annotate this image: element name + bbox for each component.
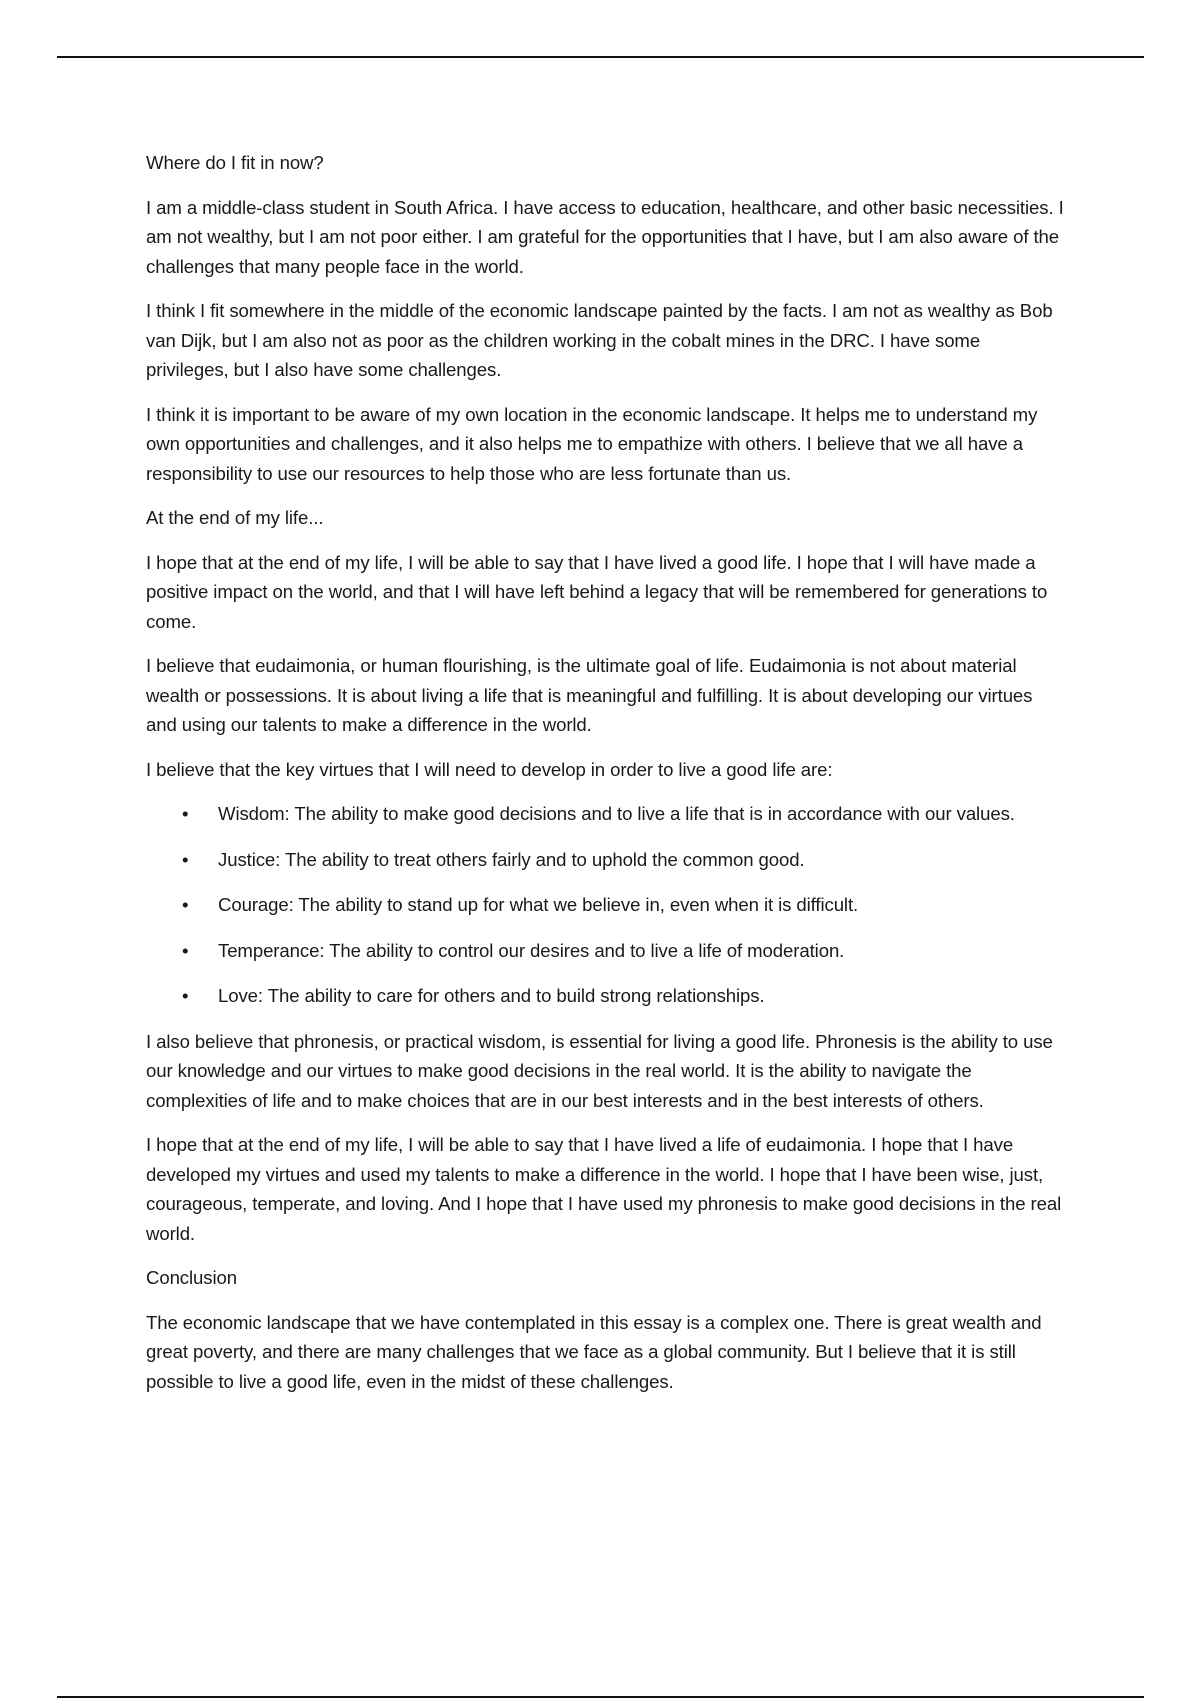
paragraph: I hope that at the end of my life, I will be able to say that I have lived a life of eudaimonia. I hope that I have developed my virtues and used my talents to make a difference in the world. I hope that I have been wise, just, courageous, temperate, and loving. And I hope that I have used my phronesis to make good decisions in the real world. <box>146 1134 1062 1244</box>
list-item <box>146 981 1066 1011</box>
bullet-icon: • <box>182 803 189 824</box>
virtues-list <box>146 799 1066 1011</box>
list-item <box>146 890 1066 920</box>
virtue-wisdom: Wisdom: The ability to make good decisions and to live a life that is in accordance with our values. <box>218 803 1015 824</box>
footer-rule <box>57 1696 1144 1698</box>
bullet-icon: • <box>182 894 189 915</box>
list-item <box>146 799 1066 829</box>
list-item <box>146 936 1066 966</box>
header-rule <box>57 56 1144 58</box>
paragraph: I believe that the key virtues that I will need to develop in order to live a good life are: <box>146 758 833 780</box>
section-heading-fit-in: Where do I fit in now? <box>146 152 324 173</box>
paragraph: I am a middle-class student in South Africa. I have access to education, healthcare, and other basic necessities. I am not wealthy, but I am not poor either. I am grateful for the opportunities that I have, but I am also aware of the challenges that many people face in the world. <box>146 196 1064 277</box>
paragraph: I think it is important to be aware of my own location in the economic landscape. It helps me to understand my own opportunities and challenges, and it also helps me to empathize with others. I believe that we all have a responsibility to use our resources to help those who are less fortunate than us. <box>146 403 1038 484</box>
virtue-justice: Justice: The ability to treat others fairly and to uphold the common good. <box>218 848 805 870</box>
bullet-icon: • <box>182 985 189 1006</box>
paragraph: I hope that at the end of my life, I will be able to say that I have lived a good life. I hope that I will have made a positive impact on the world, and that I will have left behind a legacy that will be remembered for generations to come. <box>146 551 1048 632</box>
document-body <box>146 148 1066 1411</box>
bullet-icon: • <box>182 939 189 961</box>
virtue-temperance: Temperance: The ability to control our desires and to live a life of moderation. <box>218 939 845 961</box>
paragraph: I believe that eudaimonia, or human flourishing, is the ultimate goal of life. Eudaimonia is not about material wealth or possessions. It is about living a life that is meaningful and fulfilling. It is about developing our virtues and using our talents to make a difference in the world. <box>146 655 1033 735</box>
bullet-icon: • <box>182 848 189 870</box>
list-item <box>146 845 1066 875</box>
section-heading-end-of-life: At the end of my life... <box>146 507 324 528</box>
virtue-love: Love: The ability to care for others and to build strong relationships. <box>218 985 765 1006</box>
section-heading-conclusion: Conclusion <box>146 1267 237 1288</box>
paragraph: I also believe that phronesis, or practical wisdom, is essential for living a good life. Phronesis is the ability to use our knowledge and our virtues to make good decisions in the real world. It is the ability to navigate the complexities of life and to make choices that are in our best interests and in the best interests of others. <box>146 1030 1053 1111</box>
paragraph: The economic landscape that we have contemplated in this essay is a complex one. There is great wealth and great poverty, and there are many challenges that we face as a global community. But I believe that it is still possible to live a good life, even in the midst of these challenges. <box>146 1311 1042 1392</box>
virtue-courage: Courage: The ability to stand up for what we believe in, even when it is difficult. <box>218 894 859 915</box>
paragraph: I think I fit somewhere in the middle of the economic landscape painted by the facts. I am not as wealthy as Bob van Dijk, but I am also not as poor as the children working in the cobalt mines in the DRC. I have some privileges, but I also have some challenges. <box>146 300 1053 380</box>
